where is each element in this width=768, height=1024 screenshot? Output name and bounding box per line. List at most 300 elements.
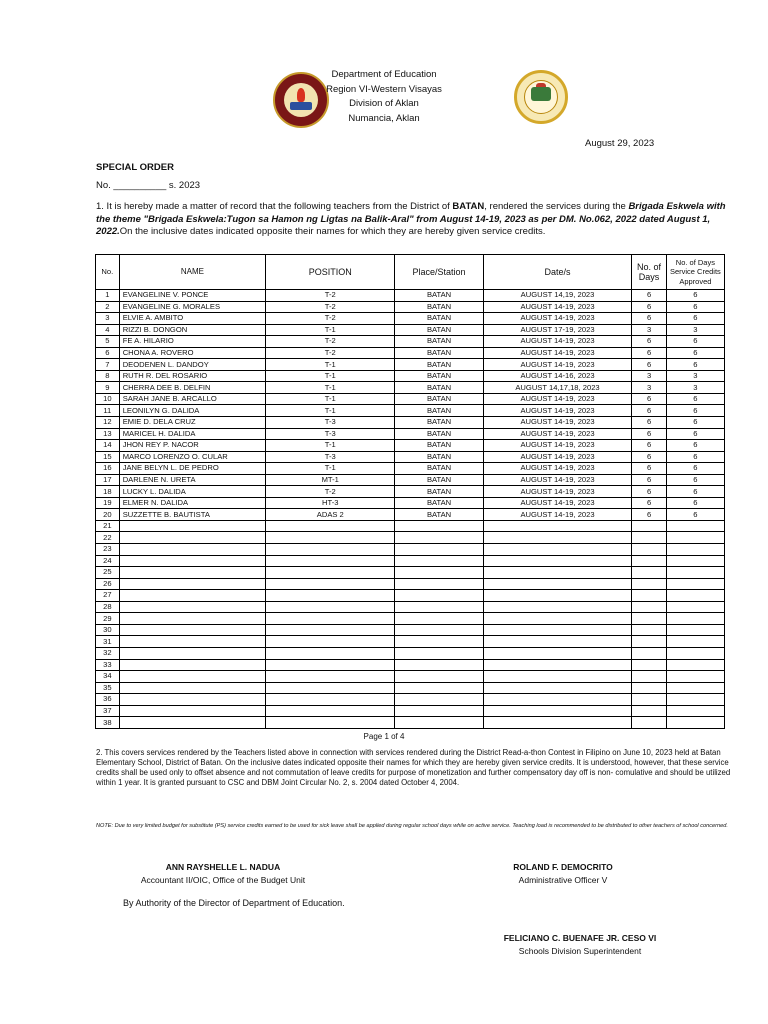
cell-name [119,694,265,706]
cell-no: 14 [96,440,120,452]
cell-credits: 6 [666,336,724,348]
authority-line: By Authority of the Director of Department of Education. [123,898,345,908]
table-row [96,313,725,325]
table-row [96,370,725,382]
table-row [96,659,725,671]
cell-no: 18 [96,486,120,498]
cell-dates: AUGUST 14-19, 2023 [483,451,632,463]
cell-credits [666,647,724,659]
cell-position: MT-1 [266,474,395,486]
page-number: Page 1 of 4 [363,732,405,741]
table-row [96,567,725,579]
table-row [96,486,725,498]
cell-days [632,647,666,659]
cell-name: ELMER N. DALIDA [119,497,265,509]
cell-name: LUCKY L. DALIDA [119,486,265,498]
cell-credits [666,671,724,683]
cell-name [119,717,265,729]
cell-dates [483,555,632,567]
cell-credits: 6 [666,509,724,521]
cell-no: 34 [96,671,120,683]
cell-station: BATAN [395,497,483,509]
cell-no: 17 [96,474,120,486]
cell-days: 6 [632,463,666,475]
cell-name: RUTH R. DEL ROSARIO [119,370,265,382]
cell-station [395,567,483,579]
cell-no: 33 [96,659,120,671]
cell-dates [483,532,632,544]
cell-days: 6 [632,336,666,348]
col-header-dates: Date/s [483,255,632,290]
cell-days [632,532,666,544]
para1-text-d: On the inclusive dates indicated opposite their names for which they are hereby given service credits. [119,226,546,237]
cell-no: 24 [96,555,120,567]
cell-position: T-1 [266,405,395,417]
cell-no: 25 [96,567,120,579]
table-row [96,509,725,521]
table-row [96,682,725,694]
cell-station: BATAN [395,451,483,463]
cell-dates: AUGUST 14-19, 2023 [483,497,632,509]
cell-no: 26 [96,578,120,590]
cell-station [395,613,483,625]
cell-credits [666,578,724,590]
cell-days [632,717,666,729]
cell-dates [483,647,632,659]
cell-dates [483,520,632,532]
cell-credits [666,613,724,625]
cell-name [119,624,265,636]
letterhead-line: Region VI-Western Visayas [326,83,442,95]
cell-credits [666,659,724,671]
cell-no: 7 [96,359,120,371]
paragraph-2: 2. This covers services rendered by the Teachers listed above in connection with services rendered during the District Read-a-thon Contest in Filipino on June 10, 2023 held at Batan Elementary School, District of Batan. On the inclusive dates indicated opposite their names for which they are hereby given service credits. It is understood, however, that these service credits shall be used only to offset absence and not commutation of leave credits for purpose of monetization and further compensatory day off is non- comulative and should be utilized within 1 year. It is granted pursuant to CSC and DBM Joint Circular No. 2, s. 2004 dated October 4, 2004. [96,748,731,787]
cell-days: 3 [632,382,666,394]
cell-name [119,578,265,590]
cell-position [266,601,395,613]
cell-credits: 6 [666,474,724,486]
table-row [96,590,725,602]
cell-credits [666,544,724,556]
cell-position [266,647,395,659]
cell-dates [483,590,632,602]
cell-credits: 6 [666,290,724,302]
cell-name: EMIE D. DELA CRUZ [119,417,265,429]
cell-credits: 3 [666,370,724,382]
cell-name [119,647,265,659]
cell-dates: AUGUST 14-19, 2023 [483,486,632,498]
cell-name: MARICEL H. DALIDA [119,428,265,440]
order-title: SPECIAL ORDER [96,162,174,173]
table-row [96,497,725,509]
cell-days: 6 [632,440,666,452]
cell-dates: AUGUST 14-19, 2023 [483,440,632,452]
cell-dates [483,624,632,636]
table-row [96,474,725,486]
cell-name: SARAH JANE B. ARCALLO [119,393,265,405]
table-row [96,451,725,463]
cell-name [119,532,265,544]
cell-name: DEODENEN L. DANDOY [119,359,265,371]
signatory-left-name: ANN RAYSHELLE L. NADUA [165,862,281,872]
cell-position [266,613,395,625]
cell-position: HT-3 [266,497,395,509]
cell-no: 4 [96,324,120,336]
cell-days: 6 [632,290,666,302]
cell-name: LEONILYN G. DALIDA [119,405,265,417]
cell-position: T-3 [266,451,395,463]
cell-dates: AUGUST 14-19, 2023 [483,313,632,325]
signatory-final [480,932,680,958]
cell-credits: 6 [666,313,724,325]
cell-days: 6 [632,313,666,325]
cell-dates [483,636,632,648]
table-row [96,601,725,613]
cell-credits [666,682,724,694]
cell-days: 6 [632,486,666,498]
table-row [96,405,725,417]
table-row [96,393,725,405]
letterhead-line: Department of Education [331,69,437,80]
cell-dates [483,659,632,671]
table-header-row [96,255,725,290]
cell-station [395,659,483,671]
cell-position: T-2 [266,301,395,313]
cell-credits: 6 [666,463,724,475]
cell-station: BATAN [395,347,483,359]
cell-days: 6 [632,417,666,429]
cell-days [632,624,666,636]
cell-days: 3 [632,370,666,382]
cell-credits: 6 [666,451,724,463]
col-header-name: NAME [119,255,265,290]
table-row [96,347,725,359]
signatory-right-name: ROLAND F. DEMOCRITO [513,862,613,872]
cell-station: BATAN [395,313,483,325]
cell-name [119,613,265,625]
cell-days: 6 [632,509,666,521]
cell-credits [666,567,724,579]
cell-name [119,636,265,648]
cell-days [632,613,666,625]
cell-credits: 6 [666,301,724,313]
letterhead [0,68,768,126]
cell-position: ADAS 2 [266,509,395,521]
cell-no: 37 [96,705,120,717]
letterhead-line: Division of Aklan [349,98,419,109]
table-row [96,440,725,452]
table-row [96,717,725,729]
cell-position [266,624,395,636]
cell-name: CHERRA DEE B. DELFIN [119,382,265,394]
table-row [96,613,725,625]
table-row [96,578,725,590]
cell-position [266,544,395,556]
cell-station: BATAN [395,486,483,498]
cell-days: 6 [632,359,666,371]
cell-credits: 6 [666,359,724,371]
cell-position [266,659,395,671]
cell-credits [666,601,724,613]
table-row [96,301,725,313]
cell-name [119,671,265,683]
cell-position [266,705,395,717]
cell-no: 19 [96,497,120,509]
cell-credits: 6 [666,428,724,440]
cell-no: 16 [96,463,120,475]
para1-theme: Brigada Eskwela with the theme "Brigada Eskwela:Tugon sa Hamon ng Ligtas na Balik-Aral" from August 14-19, 2023 as per DM. No.062, 2022 dated August 1, 2022. [96,201,726,237]
cell-position: T-2 [266,347,395,359]
cell-no: 1 [96,290,120,302]
cell-name [119,555,265,567]
cell-position: T-1 [266,359,395,371]
cell-credits [666,636,724,648]
table-row [96,359,725,371]
table-row [96,671,725,683]
letterhead-line: Numancia, Aklan [348,112,420,124]
cell-name [119,567,265,579]
cell-station: BATAN [395,382,483,394]
cell-no: 13 [96,428,120,440]
cell-position: T-1 [266,393,395,405]
cell-dates: AUGUST 14-19, 2023 [483,301,632,313]
cell-station: BATAN [395,370,483,382]
cell-no: 31 [96,636,120,648]
cell-no: 27 [96,590,120,602]
cell-days: 6 [632,428,666,440]
cell-no: 8 [96,370,120,382]
cell-credits [666,520,724,532]
cell-name: FE A. HILARIO [119,336,265,348]
cell-position [266,636,395,648]
cell-position [266,567,395,579]
cell-dates: AUGUST 14-19, 2023 [483,393,632,405]
signatory-left [118,861,328,887]
cell-name: JANE BELYN L. DE PEDRO [119,463,265,475]
cell-no: 3 [96,313,120,325]
cell-credits [666,705,724,717]
col-header-credits: No. of Days Service Credits Approved [666,255,724,290]
cell-position [266,671,395,683]
table-row [96,694,725,706]
para1-text-b: , rendered the services during the [484,201,629,212]
cell-days [632,590,666,602]
cell-days [632,694,666,706]
cell-no: 15 [96,451,120,463]
cell-position: T-1 [266,440,395,452]
para1-text-a: 1. It is hereby made a matter of record that the following teachers from the District of [96,201,453,212]
cell-dates [483,682,632,694]
table-row [96,544,725,556]
cell-position: T-1 [266,463,395,475]
cell-position [266,682,395,694]
para1-district: BATAN [452,201,485,212]
cell-credits [666,624,724,636]
cell-station: BATAN [395,428,483,440]
cell-days [632,659,666,671]
cell-station [395,682,483,694]
table-row [96,624,725,636]
cell-days [632,567,666,579]
cell-no: 2 [96,301,120,313]
table-row [96,336,725,348]
cell-dates [483,717,632,729]
table-row [96,324,725,336]
cell-dates: AUGUST 14-19, 2023 [483,359,632,371]
cell-station: BATAN [395,301,483,313]
col-header-days: No. of Days [632,255,666,290]
cell-name: JHON REY P. NACOR [119,440,265,452]
cell-dates: AUGUST 14-19, 2023 [483,509,632,521]
cell-station [395,601,483,613]
cell-position: T-3 [266,428,395,440]
cell-station [395,578,483,590]
cell-no: 21 [96,520,120,532]
cell-position [266,590,395,602]
cell-days: 6 [632,497,666,509]
cell-station [395,532,483,544]
order-number: No. __________ s. 2023 [96,180,201,191]
cell-days: 6 [632,393,666,405]
cell-name [119,601,265,613]
cell-dates [483,613,632,625]
cell-days [632,520,666,532]
signatory-right [478,861,648,887]
cell-days [632,601,666,613]
signatory-final-title: Schools Division Superintendent [518,946,642,956]
cell-days [632,671,666,683]
cell-position: T-1 [266,382,395,394]
cell-dates [483,567,632,579]
cell-dates: AUGUST 14-19, 2023 [483,428,632,440]
cell-position: T-2 [266,290,395,302]
cell-name: SUZZETTE B. BAUTISTA [119,509,265,521]
cell-position [266,578,395,590]
cell-position [266,532,395,544]
document-date: August 29, 2023 [585,138,655,149]
cell-no: 20 [96,509,120,521]
cell-dates [483,578,632,590]
col-header-position: POSITION [266,255,395,290]
cell-position [266,520,395,532]
cell-name [119,659,265,671]
cell-position: T-2 [266,486,395,498]
cell-station [395,624,483,636]
signatory-final-name: FELICIANO C. BUENAFE JR. CESO VI [503,933,657,943]
cell-credits: 6 [666,393,724,405]
col-header-station: Place/Station [395,255,483,290]
cell-dates: AUGUST 17-19, 2023 [483,324,632,336]
cell-days [632,555,666,567]
cell-station [395,636,483,648]
cell-no: 29 [96,613,120,625]
cell-name: EVANGELINE V. PONCE [119,290,265,302]
cell-station: BATAN [395,290,483,302]
cell-credits: 6 [666,486,724,498]
cell-position: T-2 [266,313,395,325]
cell-position [266,717,395,729]
paragraph-1 [96,201,728,239]
cell-dates: AUGUST 14,19, 2023 [483,290,632,302]
cell-days: 6 [632,451,666,463]
table-row [96,428,725,440]
cell-name [119,705,265,717]
table-row [96,532,725,544]
table-row [96,636,725,648]
col-header-no: No. [96,255,120,290]
cell-name: ELVIE A. AMBITO [119,313,265,325]
cell-station: BATAN [395,393,483,405]
cell-days: 6 [632,405,666,417]
cell-credits: 6 [666,417,724,429]
cell-credits [666,532,724,544]
cell-station: BATAN [395,417,483,429]
table-row [96,555,725,567]
cell-station [395,647,483,659]
table-row [96,290,725,302]
cell-dates: AUGUST 14-19, 2023 [483,474,632,486]
cell-station: BATAN [395,405,483,417]
cell-name: MARCO LORENZO O. CULAR [119,451,265,463]
cell-name [119,682,265,694]
cell-credits [666,555,724,567]
cell-credits [666,694,724,706]
cell-credits: 6 [666,347,724,359]
cell-dates: AUGUST 14-19, 2023 [483,417,632,429]
cell-no: 38 [96,717,120,729]
cell-credits: 6 [666,440,724,452]
table-row [96,463,725,475]
cell-no: 22 [96,532,120,544]
cell-no: 30 [96,624,120,636]
cell-days [632,544,666,556]
cell-station [395,671,483,683]
cell-no: 28 [96,601,120,613]
cell-name [119,544,265,556]
cell-no: 32 [96,647,120,659]
table-row [96,647,725,659]
cell-days: 6 [632,474,666,486]
cell-no: 9 [96,382,120,394]
cell-station [395,590,483,602]
table-row [96,382,725,394]
cell-dates: AUGUST 14-19, 2023 [483,463,632,475]
cell-credits: 6 [666,405,724,417]
cell-no: 11 [96,405,120,417]
cell-credits: 3 [666,382,724,394]
cell-name: CHONA A. ROVERO [119,347,265,359]
cell-position: T-3 [266,417,395,429]
cell-dates: AUGUST 14-19, 2023 [483,336,632,348]
table-row [96,417,725,429]
table-row [96,520,725,532]
cell-dates: AUGUST 14,17,18, 2023 [483,382,632,394]
cell-credits [666,717,724,729]
cell-station [395,555,483,567]
cell-dates: AUGUST 14-19, 2023 [483,347,632,359]
note-text: NOTE: Due to very limited budget for substitute (PS) service credits earned to be used for sick leave shall be applied during regular school days while on active service. Teaching load is recommended to be distributed to other teachers of school concerned. [96,823,728,829]
cell-name: DARLENE N. URETA [119,474,265,486]
cell-days [632,636,666,648]
cell-dates: AUGUST 14-19, 2023 [483,405,632,417]
teachers-table [95,254,725,729]
cell-days [632,705,666,717]
cell-no: 36 [96,694,120,706]
cell-no: 23 [96,544,120,556]
cell-dates [483,671,632,683]
cell-no: 12 [96,417,120,429]
cell-position: T-1 [266,370,395,382]
